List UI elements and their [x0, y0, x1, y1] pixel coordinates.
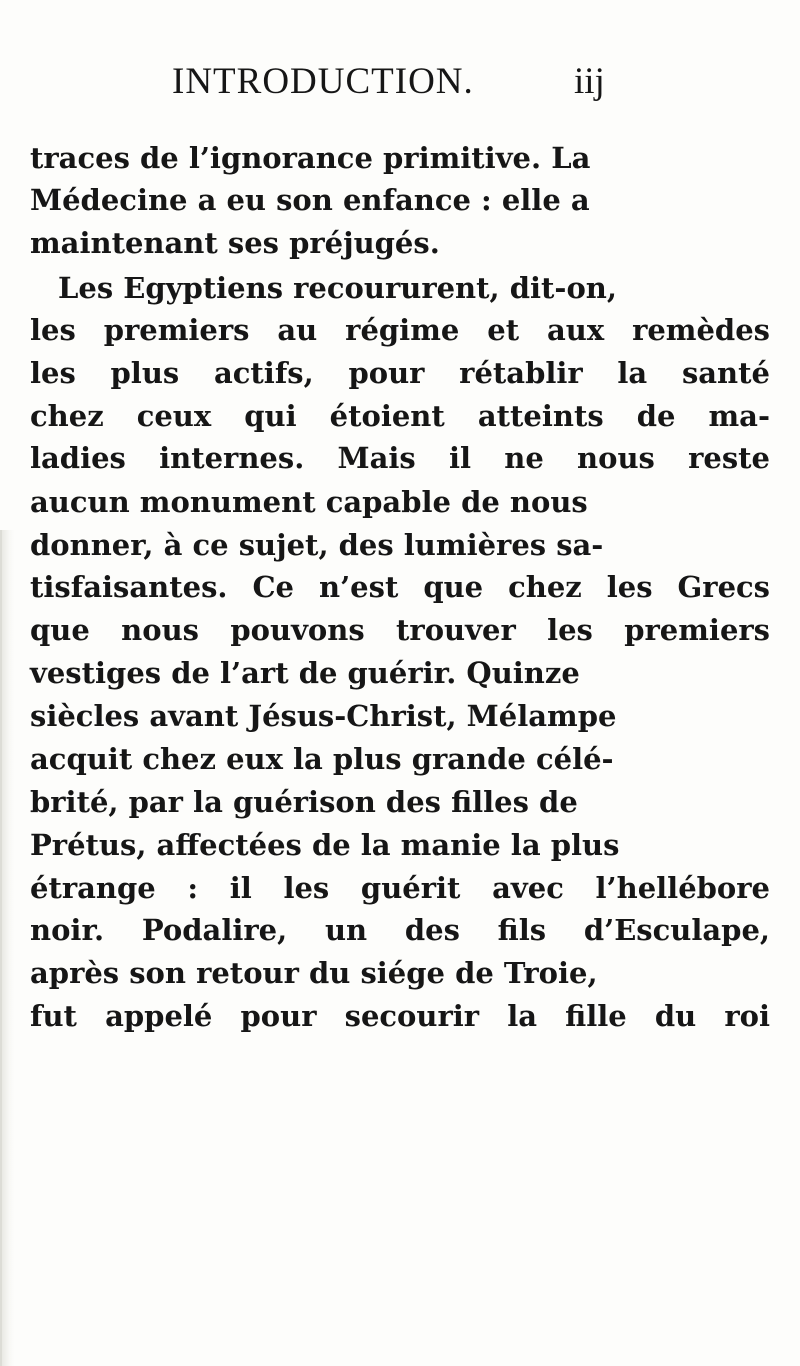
page-binding-edge: [0, 530, 14, 1366]
text-line-8: ladies internes. Mais il ne nous reste: [30, 441, 770, 475]
text-line-9: aucun monument capable de nous: [30, 485, 588, 519]
text-line-5: les premiers au régime et aux remèdes: [30, 313, 770, 347]
text-line-17: Prétus, affectées de la manie la plus: [30, 828, 620, 862]
text-line-1: traces de l’ignorance primitive. La: [30, 141, 591, 175]
text-line-18: étrange : il les guérit avec l’hellébore: [30, 871, 770, 905]
text-line-3: maintenant ses préjugés.: [30, 226, 440, 260]
page-number: iij: [574, 61, 605, 102]
text-line-16: brité, par la guérison des filles de: [30, 785, 578, 819]
text-line-19: noir. Podalire, un des fils d’Esculape,: [30, 913, 770, 947]
text-line-12: que nous pouvons trouver les premiers: [30, 613, 770, 647]
text-line-14: siècles avant Jésus-Christ, Mélampe: [30, 699, 617, 733]
text-line-21: fut appelé pour secourir la fille du roi: [30, 999, 770, 1033]
running-header-title: INTRODUCTION.: [172, 61, 474, 102]
text-line-10: donner, à ce sujet, des lumières sa-: [30, 528, 604, 562]
text-line-2: Médecine a eu son enfance : elle a: [30, 183, 590, 217]
text-line-20: après son retour du siége de Troie,: [30, 956, 598, 990]
text-line-13: vestiges de l’art de guérir. Quinze: [30, 656, 580, 690]
text-line-6: les plus actifs, pour rétablir la santé: [30, 356, 770, 390]
text-line-11: tisfaisantes. Ce n’est que chez les Grecs: [30, 570, 770, 604]
text-line-7: chez ceux qui étoient atteints de ma-: [30, 399, 770, 433]
running-header: [0, 60, 800, 120]
text-line-4: Les Egyptiens recoururent, dit-on,: [58, 271, 617, 305]
text-line-15: acquit chez eux la plus grande célé-: [30, 742, 614, 776]
